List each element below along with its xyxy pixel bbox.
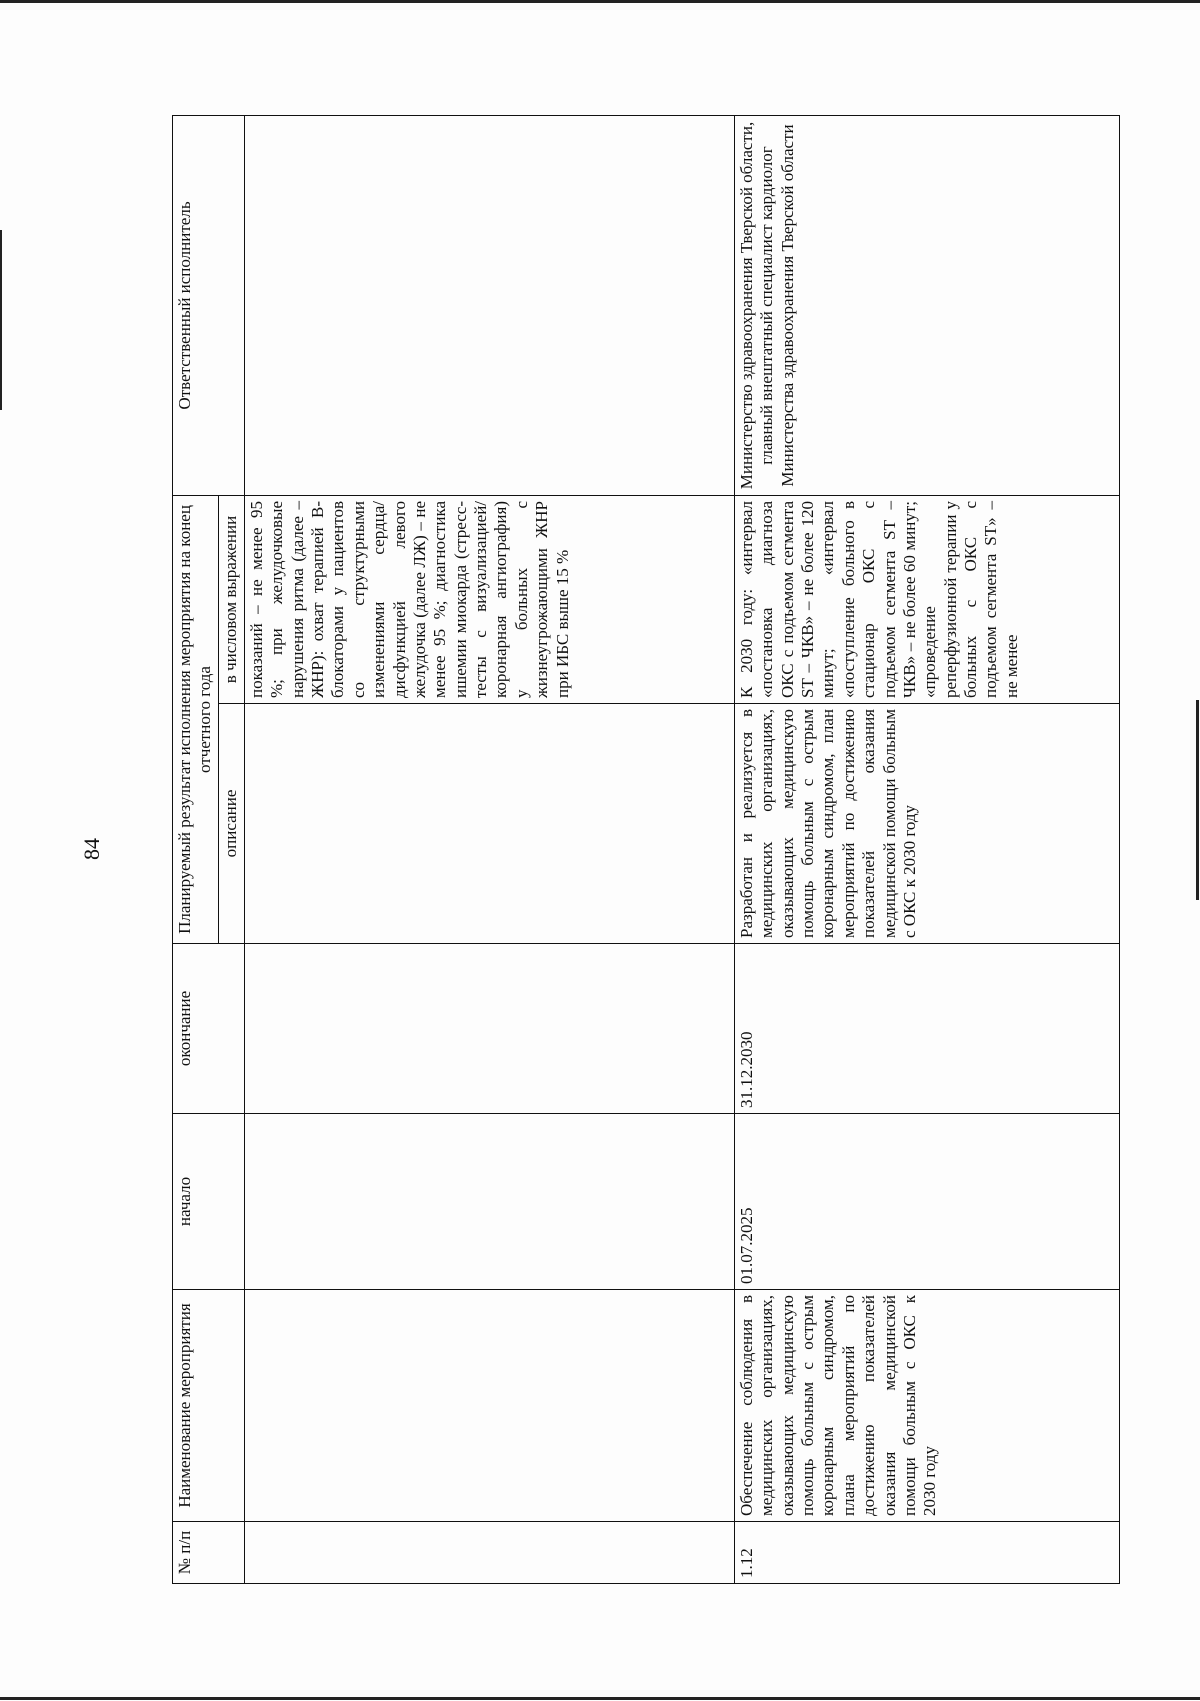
header-planned-result: Планируемый результат исполнения мероприятия на конец отчетного года	[173, 495, 219, 943]
cell-description	[244, 704, 734, 944]
cell-num	[244, 1522, 734, 1584]
cell-responsible	[244, 115, 734, 495]
cell-num: 1.12	[734, 1522, 1119, 1584]
cell-numeric: К 2030 году: «интервал «постановка диагноза ОКС с подъемом сегмента ST – ЧКВ» – не более 120 минут; «интервал «поступление больного в стационар ОКС с подъемом сегмента ST – ЧКВ» – не более 60 минут; «проведение реперфузионной терапии у больных с ОКС с подъемом сегмента ST» – не менее	[734, 495, 1119, 703]
header-numeric: в числовом выражении	[218, 495, 244, 703]
measures-table	[172, 115, 1120, 1584]
header-name: Наименование мероприятия	[173, 1290, 245, 1522]
header-start: начало	[173, 1114, 245, 1290]
scan-edge-left	[0, 230, 2, 410]
page-number: 84	[79, 838, 104, 860]
header-end: окончание	[173, 944, 245, 1114]
header-description: описание	[218, 704, 244, 944]
table-row	[244, 115, 734, 1583]
cell-name: Обеспечение соблюдения в медицинских организациях, оказывающих медицинскую помощь больным с острым коронарным синдромом, плана мероприятий по достижению показателей оказания медицинской помощи больным с ОКС к 2030 году	[734, 1290, 1119, 1522]
cell-responsible: Министерство здравоохранения Тверской области, главный внештатный специалист кардиолог Министерства здравоохранения Тверской области	[734, 115, 1119, 495]
cell-end: 31.12.2030	[734, 944, 1119, 1114]
cell-numeric: показаний – не менее 95 %; при желудочковые нарушения ритма (далее – ЖНР): охват терапией В-блокаторами у пациентов со структурными изменениями сердца/ дисфункцией левого желудочка (далее ЛЖ) – не менее 95 %; диагностика ишемии миокарда (стресс-тесты с визуализацией/ коронарная ангиография) у больных с жизнеугрожающими ЖНР при ИБС выше 15 %	[244, 495, 734, 703]
cell-start: 01.07.2025	[734, 1114, 1119, 1290]
cell-name	[244, 1290, 734, 1522]
cell-end	[244, 944, 734, 1114]
scan-edge-top	[0, 0, 1200, 3]
scan-edge-right	[1196, 700, 1199, 900]
cell-start	[244, 1114, 734, 1290]
header-responsible: Ответственный исполнитель	[173, 115, 245, 495]
cell-description: Разработан и реализуется в медицинских организациях, оказывающих медицинскую помощь больным с острым коронарным синдромом, план мероприятий по достижению показателей оказания медицинской помощи больным с ОКС к 2030 году	[734, 704, 1119, 944]
table-header-row	[173, 115, 219, 1583]
scan-edge-bottom	[0, 1697, 1200, 1700]
rotated-table-container	[172, 116, 1120, 1584]
table-row	[734, 115, 1119, 1583]
header-num: № п/п	[173, 1522, 245, 1584]
